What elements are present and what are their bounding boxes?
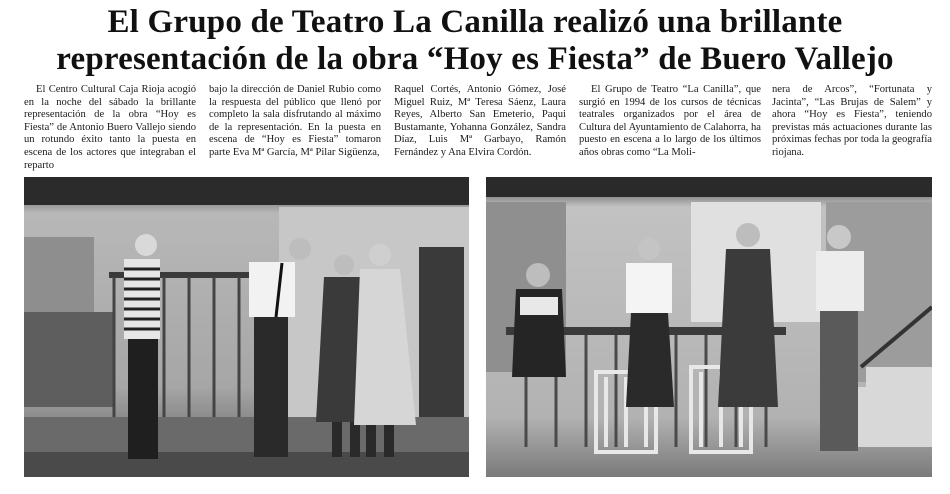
headline-line-2: representación de la obra “Hoy es Fiesta” de Buero Vallejo: [56, 41, 894, 77]
body-column-1: [24, 84, 196, 174]
stage-photo-right: [486, 177, 932, 477]
body-paragraph: Raquel Cortés, Antonio Gómez, José Miguel Ruiz, Mª Teresa Sáenz, Laura Reyes, Alberto San Emeterio, Paqui Bustamante, Yohanna González, Sandra Díaz, Luis Mª Garbayo, Ramón Fernández y Ana Elvira Cordón.: [394, 84, 566, 158]
article-headline: [0, 4, 950, 78]
headline-line-1: El Grupo de Teatro La Canilla realizó una brillante: [107, 4, 843, 40]
body-paragraph: bajo la dirección de Daniel Rubio como la respuesta del público que llenó por completo la sala disfrutando al máximo de la representación. En la puesta en escena de “Hoy es Fiesta” tomaron parte Eva Mª García, Mª Pilar Sigüenza,: [209, 84, 381, 158]
body-column-5: [772, 84, 932, 174]
body-paragraph: nera de Arcos”, “Fortunata y Jacinta”, “Las Brujas de Salem” y ahora “Hoy es Fiesta”, teniendo previstas más actuaciones durante las próximas fechas por toda la geografía riojana.: [772, 84, 932, 158]
stage-photo-left-image: [24, 177, 469, 477]
stage-photo-right-image: [486, 177, 932, 477]
stage-photo-left: [24, 177, 469, 477]
body-column-4: [579, 84, 761, 174]
body-paragraph: El Centro Cultural Caja Rioja acogió en la noche del sábado la brillante representación de la obra “Hoy es Fiesta” de Antonio Buero Vallejo siendo un rotundo éxito tanto la puesta en escena de los actores que integraban el reparto: [24, 84, 196, 171]
body-column-2: [209, 84, 381, 174]
body-column-3: [394, 84, 566, 174]
body-paragraph: El Grupo de Teatro “La Canilla”, que surgió en 1994 de los cursos de técnicas teatrales organizados por el área de Cultura del Ayuntamiento de Calahorra, ha puesto en escena a lo largo de los últimos años obras como “La Moli-: [579, 84, 761, 158]
